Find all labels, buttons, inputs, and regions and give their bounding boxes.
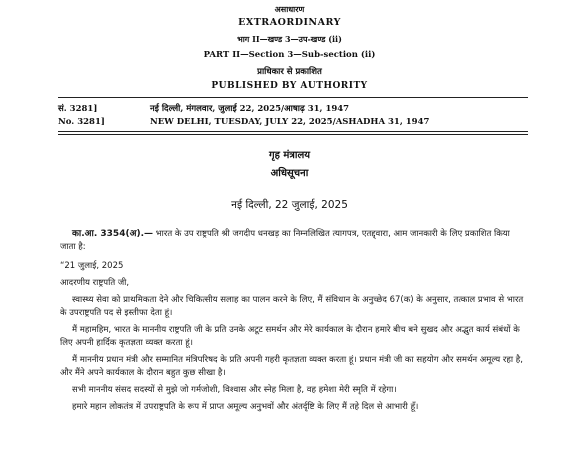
authority-heading: PUBLISHED BY AUTHORITY: [211, 81, 368, 91]
extraordinary-heading: EXTRAORDINARY: [238, 17, 341, 28]
hindi-issue-number: सं. 3281]: [58, 104, 98, 114]
salutation: आदरणीय राष्ट्रपति जी,: [60, 278, 130, 288]
hindi-extraordinary: असाधारण: [274, 4, 305, 14]
notification-reference: का.आ. 3354(अ).—: [72, 229, 153, 239]
notice-body: [60, 228, 528, 414]
hindi-dateline: नई दिल्ली, मंगलवार, जुलाई 22, 2025/आषाढ़ 31, 1947: [150, 104, 350, 114]
place-date: नई दिल्ली, 22 जुलाई, 2025: [231, 199, 348, 211]
letter-date: “21 जुलाई, 2025: [60, 261, 124, 271]
ministry-heading: गृह मंत्रालय: [268, 150, 311, 161]
part-section: PART II—Section 3—Sub-section (ii): [203, 50, 376, 60]
notice-type: अधिसूचना: [270, 168, 309, 179]
letter-paragraph: स्वास्थ्य सेवा को प्राथमिकता देने और चिकित्सीय सलाह का पालन करने के लिए, मैं संविधान के अनुच्छेद 67(क) के अनुसार, तत्काल प्रभाव से भारत के उपराष्ट्रपति पद से इस्तीफा देता हूं।: [60, 295, 524, 318]
intro-paragraph: [60, 228, 528, 254]
hindi-authority: प्राधिकार से प्रकाशित: [257, 67, 322, 77]
hindi-part-section: भाग II—खण्ड 3—उप-खण्ड (ii): [237, 34, 342, 44]
middle-rule: [58, 131, 528, 132]
top-rule: [58, 97, 528, 98]
intro-text: भारत के उप राष्ट्रपति श्री जगदीप धनखड़ का निम्नलिखित त्यागपत्र, एतद्द्वारा, आम जानकारी के लिए प्रकाशित किया जाता है:: [60, 229, 510, 252]
letter-paragraph: मैं महामहिम, भारत के माननीय राष्ट्रपति जी के प्रति उनके अटूट समर्थन और मेरे कार्यकाल के दौरान हमारे बीच बने सुखद और अद्भुत कार्य संबंधों के लिए अपनी हार्दिक कृतज्ञता व्यक्त करता हूं।: [60, 325, 520, 348]
letter-paragraph: हमारे महान लोकतंत्र में उपराष्ट्रपति के रूप में प्राप्त अमूल्य अनुभवों और अंतर्दृष्टि के लिए मैं तहे दिल से आभारी हूँ।: [72, 402, 419, 412]
dateline: NEW DELHI, TUESDAY, JULY 22, 2025/ASHADHA 31, 1947: [150, 117, 430, 127]
letter-paragraph: मैं माननीय प्रधान मंत्री और सम्मानित मंत्रिपरिषद के प्रति अपनी गहरी कृतज्ञता व्यक्त करता हूं। प्रधान मंत्री जी का सहयोग और समर्थन अमूल्य रहा है, और मैंने अपने कार्यकाल के दौरान बहुत कुछ सीखा है।: [60, 355, 524, 378]
letter-paragraph: सभी माननीय संसद सदस्यों से मुझे जो गर्मजोशी, विश्वास और स्नेह मिला है, वह हमेशा मेरी स्मृति में रहेगा।: [72, 385, 397, 395]
bottom-rule: [58, 134, 528, 135]
issue-number: No. 3281]: [58, 117, 105, 127]
